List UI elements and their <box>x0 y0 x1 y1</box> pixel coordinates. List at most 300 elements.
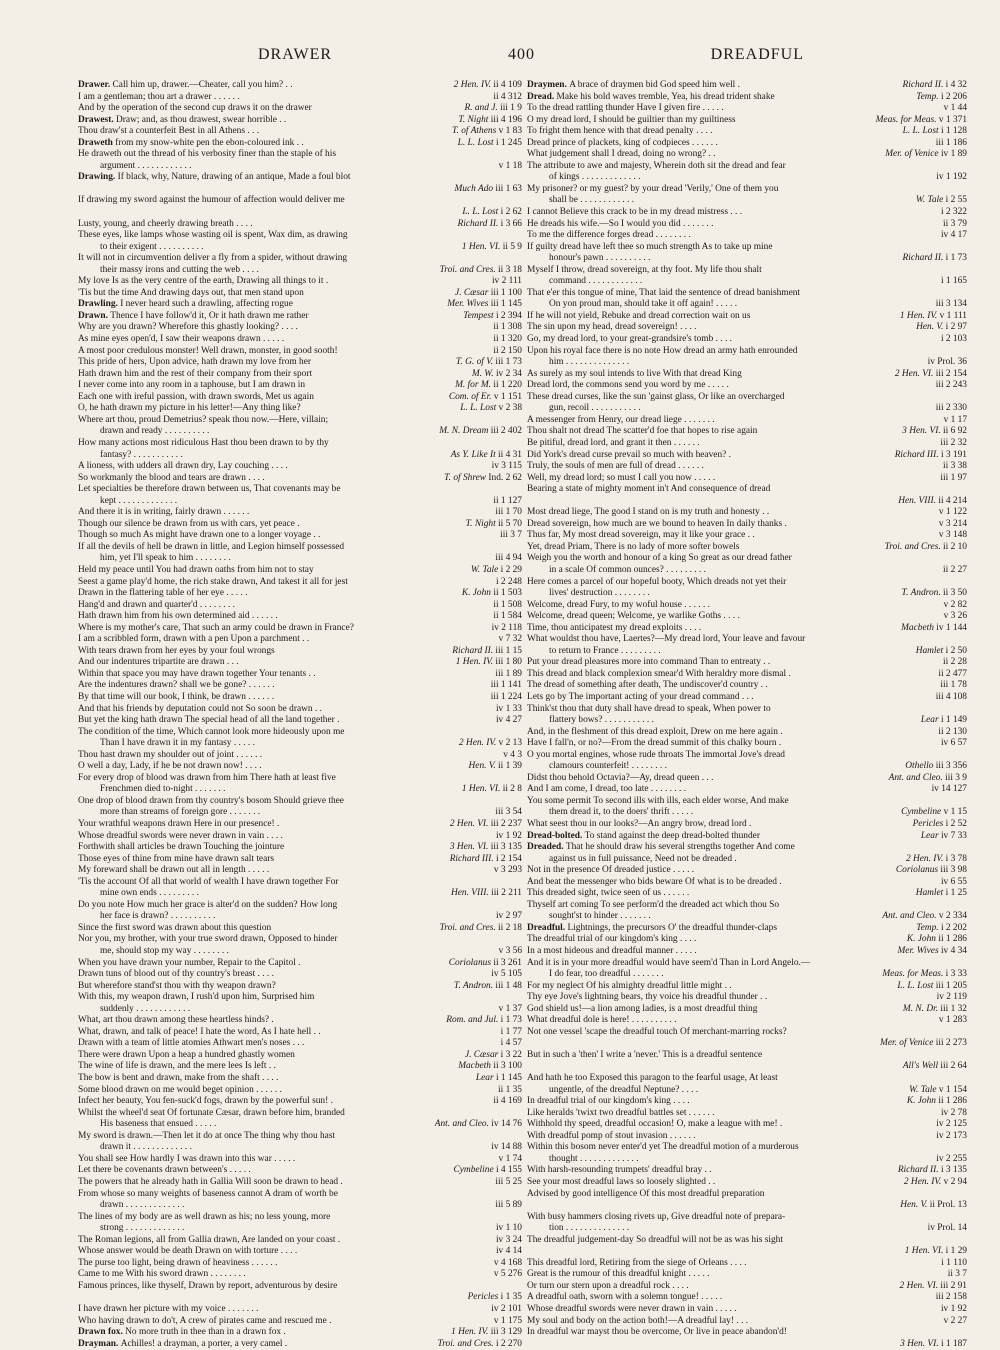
act-scene-line: ii 4 31 <box>498 449 522 460</box>
act-scene-line: iii 1 80 <box>495 657 522 668</box>
entry-line <box>78 311 522 323</box>
quotation-text: In a most hideous and dreadful manner . . . . . <box>527 946 697 957</box>
act-scene-line: iv 14 88 <box>491 1142 522 1153</box>
entry-line <box>527 1061 967 1073</box>
quotation-text: With dreadful pomp of stout invasion . . . . . . <box>527 1130 696 1141</box>
act-scene-line: iii 1 97 <box>940 472 967 483</box>
headword: Drawling. <box>78 299 121 310</box>
quotation-text: against us in full puissance, Need not be dreaded . <box>549 853 737 864</box>
entry-line <box>78 1223 522 1235</box>
citation <box>492 1316 522 1328</box>
quotation-text: Hath drawn him from his own determined aid . . . . . . <box>78 611 278 622</box>
act-scene-line: iv 14 127 <box>931 784 967 795</box>
act-scene-line: iv 2 118 <box>491 622 522 633</box>
entry-line <box>527 796 967 808</box>
quotation-text: clamours counterfeit! . . . . . . . . <box>549 761 667 772</box>
citation <box>460 784 522 796</box>
quotation-text: And that his friends by deputation could not So soon be drawn . . <box>78 703 322 714</box>
quotation-text: of kings . . . . . . . . . . . . . <box>549 172 641 183</box>
citation <box>491 600 522 612</box>
entry-line <box>78 426 522 438</box>
quotation-text: As mine eyes open'd, I saw their weapons drawn . . . . . <box>78 334 285 345</box>
entry-line <box>527 946 967 958</box>
quotation-text: To the dread rattling thunder Have I given fire . . . . . <box>527 103 724 114</box>
act-scene-line: ii 1 35 <box>498 1084 522 1095</box>
entry-line <box>527 392 967 404</box>
entry-line <box>527 1073 967 1085</box>
entry-line <box>527 1108 967 1120</box>
entry-line <box>527 426 967 438</box>
play-abbreviation: Mer. Wives <box>897 946 941 957</box>
act-scene-line: iii 1 89 <box>495 668 522 679</box>
play-abbreviation: R. and J. <box>464 103 501 114</box>
act-scene-line: i 3 22 <box>500 1049 522 1060</box>
citation <box>454 357 522 369</box>
act-scene-line: i 1 73 <box>500 1015 522 1026</box>
entry-line <box>527 646 967 658</box>
quotation-text: My love Is as the very centre of the earth, Drawing all things to it . <box>78 276 329 287</box>
entry-line <box>78 854 522 866</box>
entry-line <box>78 600 522 612</box>
citation <box>874 115 967 127</box>
headword: Dreadful. <box>527 922 568 933</box>
play-abbreviation: As Y. Like It <box>450 449 499 460</box>
entry-line <box>78 403 522 415</box>
entry-line <box>527 623 967 635</box>
quotation-text: strong . . . . . . . . . . . . . <box>100 1223 185 1234</box>
entry-line <box>527 1189 967 1201</box>
entry-line <box>527 669 967 681</box>
quotation-text: But wherefore stand'st thou with thy weapon drawn? <box>78 980 276 991</box>
act-scene-line: i 3 191 <box>940 449 967 460</box>
quotation-text: Or turn our stern upon a dreadful rock . . . . <box>527 1280 689 1291</box>
act-scene-line: i 1 149 <box>940 715 967 726</box>
act-scene-line: iv 4 17 <box>940 230 967 241</box>
act-scene-line: v 1 122 <box>938 507 967 518</box>
quotation-text: Thy eye Jove's lightning bears, thy voice his dreadful thunder . . <box>527 992 768 1003</box>
quotation-text: These eyes, like lamps whose wasting oil is spent, Wax dim, as drawing <box>78 230 348 241</box>
entry-line <box>527 611 967 623</box>
act-scene-line: v 1 17 <box>943 414 967 425</box>
quotation-text: Not one vessel 'scape the dreadful touch Of merchant-marring rocks? <box>527 1026 787 1037</box>
act-scene-line: iii 1 100 <box>490 287 522 298</box>
entry-line <box>527 738 967 750</box>
act-scene-line: i 1 35 <box>500 1292 522 1303</box>
quotation-text: O my dread lord, I should be guiltier than my guiltiness <box>527 114 736 125</box>
entry-line <box>527 773 967 785</box>
quotation-text: Came to me With his sword drawn . . . . . . . . <box>78 1269 246 1280</box>
citation <box>914 322 967 334</box>
citation <box>464 519 522 531</box>
act-scene-line: ii 3 261 <box>493 957 522 968</box>
act-scene-line: i 2 206 <box>940 91 967 102</box>
quotation-text: You shall see How hardly I was drawn into this war . . . . . <box>78 1153 296 1164</box>
act-scene-line: v 1 371 <box>938 114 967 125</box>
entry-line <box>78 161 522 173</box>
entry-line <box>527 219 967 231</box>
entry-line <box>527 1258 967 1270</box>
quotation-text: him, yet I'll speak to him . . . . . . . . <box>100 553 231 564</box>
citation <box>457 738 522 750</box>
entry-line <box>527 1142 967 1154</box>
entry-line <box>527 484 967 496</box>
act-scene-line: iii 5 25 <box>495 1176 522 1187</box>
quotation-text: Drawn in the flattering table of her eye . . . . . <box>78 588 248 599</box>
citation <box>914 195 967 207</box>
entry-line <box>78 1027 522 1039</box>
citation <box>470 369 522 381</box>
citation <box>469 565 522 577</box>
quotation-text: Whose dreadful swords were never drawn in vain . . . . . <box>527 1303 737 1314</box>
citation <box>449 450 522 462</box>
entry-line <box>78 807 522 819</box>
citation <box>895 981 967 993</box>
quotation-text: My foreward shall be drawn out all in length . . . . . <box>78 865 270 876</box>
citation <box>492 1269 522 1281</box>
quotation-text: Within that space you may have drawn together Your tenants . . <box>78 668 316 679</box>
quotation-text: A most poor credulous monster! Well drawn, monster, in good sooth! <box>78 345 338 356</box>
quotation-text: The attribute to awe and majesty, Wherein doth sit the dread and fear <box>527 160 786 171</box>
entry-line <box>78 934 522 946</box>
entry-line <box>78 450 522 462</box>
citation <box>489 692 522 704</box>
act-scene-line: i 2 248 <box>495 576 522 587</box>
quotation-text: These dread curses, like the sun 'gainst glass, Or like an overcharged <box>527 391 785 402</box>
entry-line <box>527 542 967 554</box>
act-scene-line: ii 2 8 <box>502 784 522 795</box>
quotation-text: With tears drawn from her eyes by your foul wrongs <box>78 645 275 656</box>
quotation-text: Dread prince of plackets, king of codpieces . . . . . . <box>527 137 718 148</box>
quotation-text: The purse too light, being drawn of heaviness . . . . . . <box>78 1257 278 1268</box>
act-scene-line: v 1 15 <box>943 807 967 818</box>
entry-line <box>527 438 967 450</box>
entry-line <box>78 750 522 762</box>
quotation-text: The dread of something after death, The undiscover'd country . . <box>527 680 768 691</box>
citation <box>449 1327 522 1339</box>
citation <box>942 103 967 115</box>
play-abbreviation: J. Cæsar <box>455 287 491 298</box>
play-abbreviation: K. John <box>906 1096 939 1107</box>
citation <box>460 588 522 600</box>
headword: Draymen. <box>527 80 570 90</box>
entry-line <box>527 149 967 161</box>
act-scene-line: iv 1 192 <box>936 172 967 183</box>
play-abbreviation: W. Tale <box>915 195 946 206</box>
quotation-text: Let specialties be therefore drawn between us, That covenants may be <box>78 484 341 495</box>
play-abbreviation: Hamlet <box>915 888 946 899</box>
play-abbreviation: L. L. Lost <box>457 137 496 148</box>
entry-line <box>527 403 967 415</box>
act-scene-line: iii 3 54 <box>495 807 522 818</box>
entry-line <box>78 1142 522 1154</box>
entry-line <box>78 473 522 485</box>
entry-line <box>78 438 522 450</box>
act-scene-line: iii 3 98 <box>940 865 967 876</box>
quotation-text: fantasy? . . . . . . . . . . . <box>100 449 183 460</box>
citation <box>883 149 967 161</box>
entry-line <box>78 738 522 750</box>
play-abbreviation: Temp. <box>916 91 941 102</box>
play-abbreviation: 2 Hen. VI. <box>899 1280 941 1291</box>
entry-line <box>527 519 967 531</box>
entry-line <box>527 784 967 796</box>
act-scene-line: v 2 13 <box>498 738 522 749</box>
act-scene-line: iii 3 135 <box>490 842 522 853</box>
citation <box>433 1119 522 1131</box>
act-scene-line: i 1 29 <box>945 1246 967 1257</box>
citation <box>494 1235 522 1247</box>
citation <box>460 207 522 219</box>
quotation-text: in a scale Of common ounces? . . . . . . . . . <box>549 564 706 575</box>
entry-line <box>78 207 522 219</box>
entry-line <box>78 1131 522 1143</box>
headword: Drayman. <box>78 1338 121 1349</box>
entry-line <box>78 842 522 854</box>
quotation-text: Withhold thy speed, dreadful occasion! O, make a league with me! . <box>527 1119 783 1130</box>
entry-line <box>527 819 967 831</box>
citation <box>489 969 522 981</box>
entry-line <box>527 1292 967 1304</box>
quotation-text: Weigh you the worth and honour of a king So great as our dread father <box>527 553 792 564</box>
entry-line <box>78 969 522 981</box>
entry-line <box>78 680 522 692</box>
entry-line <box>527 600 967 612</box>
entry-line <box>78 1108 522 1120</box>
citation <box>942 611 967 623</box>
entry-line <box>78 461 522 473</box>
quotation-text: argument . . . . . . . . . . . . <box>100 160 192 171</box>
entry-line <box>78 1177 522 1189</box>
citation <box>878 1038 967 1050</box>
quotation-text: He dreads his wife.—So I would you did . . . . . . . <box>527 218 714 229</box>
quotation-text: There were drawn Upon a heap a hundred ghastly women <box>78 1049 295 1060</box>
quotation-text: Go, my dread lord, to your great-grandsire's tomb . . . . <box>527 334 733 345</box>
citation <box>938 438 967 450</box>
entry-line <box>78 1073 522 1085</box>
quotation-text: If he will not yield, Rebuke and dread correction wait on us <box>527 310 751 321</box>
entry-line <box>78 773 522 785</box>
quotation-text: But yet the king hath drawn The special head of all the land together . <box>78 715 340 726</box>
quotation-text: A brace of draymen bid God speed him well . <box>569 80 740 90</box>
act-scene-line: i 1 165 <box>940 276 967 287</box>
play-abbreviation: Meas. for Meas. <box>875 114 939 125</box>
play-abbreviation: Troi. and Cres. <box>437 1338 496 1349</box>
entry-line <box>527 126 967 138</box>
quotation-text: This dreadful lord, Retiring from the siege of Orleans . . . . <box>527 1257 747 1268</box>
quotation-text: Each one with ireful passion, with drawn swords, Met us again <box>78 391 314 402</box>
play-abbreviation: 2 Hen. VI. <box>894 368 936 379</box>
act-scene-line: v 1 83 <box>498 126 522 137</box>
play-abbreviation: Meas. for Meas. <box>882 969 946 980</box>
entry-line <box>78 530 522 542</box>
act-scene-line: v 1 37 <box>498 1003 522 1014</box>
citation <box>914 92 967 104</box>
entry-line <box>527 461 967 473</box>
quotation-text: A lioness, with udders all drawn dry, Lay couching . . . . <box>78 461 288 472</box>
citation <box>896 496 967 508</box>
citation <box>939 230 967 242</box>
citation <box>941 219 967 231</box>
header-right-word: DREADFUL <box>710 46 804 63</box>
quotation-text: Why are you drawn? Wherefore this ghastly looking? . . . . <box>78 322 298 333</box>
quotation-text: me, should stop my way . . . . . . . . <box>100 946 229 957</box>
quotation-text: Are the indentures drawn? shall we be gone? . . . . . . <box>78 680 275 691</box>
citation <box>490 461 522 473</box>
play-abbreviation: K. John <box>461 588 494 599</box>
act-scene-line: v 3 293 <box>493 865 522 876</box>
act-scene-line: ii 4 109 <box>493 80 522 90</box>
quotation-text: drawn it . . . . . . . . . . . . . <box>100 1142 192 1153</box>
citation <box>939 1258 967 1270</box>
citation <box>893 450 967 462</box>
entry-line <box>527 369 967 381</box>
entry-line <box>78 946 522 958</box>
citation <box>499 1038 522 1050</box>
act-scene-line: iii 1 141 <box>490 680 522 691</box>
entry-line <box>527 1165 967 1177</box>
entry-line <box>527 807 967 819</box>
entry-line <box>78 1339 522 1350</box>
act-scene-line: iv Prol. 14 <box>927 1223 967 1234</box>
play-abbreviation: Hen. V. <box>900 1200 930 1211</box>
act-scene-line: v 1 154 <box>938 1084 967 1095</box>
entry-line <box>78 219 522 231</box>
quotation-text: Infect her beauty, You fen-suck'd fogs, drawn by the powerful sun! . <box>78 1096 333 1107</box>
act-scene-line: v 1 111 <box>939 310 967 321</box>
citation <box>456 138 522 150</box>
citation <box>493 1177 522 1189</box>
act-scene-line: iii 2 273 <box>935 1038 967 1049</box>
entry-line <box>527 553 967 565</box>
play-abbreviation: Hen. VIII. <box>451 888 492 899</box>
entry-line <box>527 473 967 485</box>
act-scene-line: iii 1 9 <box>500 103 522 114</box>
citation <box>452 80 522 92</box>
citation <box>934 138 967 150</box>
citation <box>939 877 967 889</box>
play-abbreviation: Pericles <box>912 819 946 829</box>
citation <box>894 865 967 877</box>
entry-line <box>78 761 522 773</box>
play-abbreviation: L. L. Lost <box>462 207 501 218</box>
entry-line <box>78 727 522 739</box>
quotation-text: He draweth out the thread of his verbosity finer than the staple of his <box>78 149 337 160</box>
entry-line <box>527 1339 967 1350</box>
citation <box>901 80 968 92</box>
quotation-text: By that time will our book, I think, be drawn . . . . . . <box>78 691 275 702</box>
act-scene-line: ii 4 214 <box>938 495 967 506</box>
act-scene-line: ii 3 79 <box>943 218 967 229</box>
entry-line <box>527 1085 967 1097</box>
entry-line <box>78 992 522 1004</box>
act-scene-line: iii 2 64 <box>940 1061 967 1072</box>
act-scene-line: ii 1 286 <box>938 1096 967 1107</box>
act-scene-line: i 2 103 <box>940 334 967 345</box>
play-abbreviation: M. W. <box>471 368 496 379</box>
quotation-text: Most dread liege, The good I stand on is my truth and honesty . . <box>527 507 770 518</box>
act-scene-line: iv 3 24 <box>495 1234 522 1245</box>
entry-line <box>78 1269 522 1281</box>
entry-line <box>78 1061 522 1073</box>
act-scene-line: iv 2 78 <box>940 1107 967 1118</box>
play-abbreviation: L. L. Lost <box>897 980 936 991</box>
act-scene-line: iii 1 145 <box>490 299 522 310</box>
quotation-text: Those eyes of thine from mine have drawn salt tears <box>78 853 275 864</box>
citation <box>496 1085 522 1097</box>
entry-line <box>78 692 522 704</box>
entry-line <box>527 346 967 358</box>
citation <box>494 704 522 716</box>
act-scene-line: i 2 52 <box>945 819 967 829</box>
entry-line <box>527 311 967 323</box>
quotation-text: their massy irons and cutting the web . . . . <box>100 264 259 275</box>
act-scene-line: iii 1 70 <box>495 507 522 518</box>
entry-line <box>527 322 967 334</box>
entry-line <box>78 1200 522 1212</box>
quotation-text: Be pitiful, dread lord, and grant it then . . . . . . <box>527 437 700 448</box>
entry-line <box>527 1154 967 1166</box>
play-abbreviation: Richard II. <box>457 218 501 229</box>
act-scene-line: ii 3 50 <box>943 588 967 599</box>
quotation-text: The sin upon my head, dread sovereign! . . . . <box>527 322 697 333</box>
citation <box>493 669 522 681</box>
entry-line <box>78 1119 522 1131</box>
entry-line <box>78 1154 522 1166</box>
quotation-text: Make his bold waves tremble, Yea, his dread trident shake <box>556 91 775 102</box>
entry-line <box>527 195 967 207</box>
citation <box>491 322 522 334</box>
play-abbreviation: Macbeth <box>901 622 937 633</box>
act-scene-line: v 4 168 <box>493 1257 522 1268</box>
entry-line <box>527 242 967 254</box>
citation <box>914 646 967 658</box>
entry-line <box>78 911 522 923</box>
citation <box>880 969 967 981</box>
citation <box>491 346 522 358</box>
entry-line <box>78 265 522 277</box>
act-scene-line: v 2 27 <box>943 1315 967 1326</box>
entry-line <box>78 1085 522 1097</box>
act-scene-line: iv 1 144 <box>936 622 967 633</box>
citation <box>899 807 967 819</box>
citation <box>447 958 522 970</box>
quotation-text: I have drawn her picture with my voice . . . . . . . <box>78 1303 259 1314</box>
play-abbreviation: Troi. and Cres. <box>439 922 499 933</box>
quotation-text: Thyself art coming To see perform'd the dreaded act which thou So <box>527 899 780 910</box>
act-scene-line: iv 1 10 <box>495 1223 522 1234</box>
quotation-text: Not in the presence Of dreaded justice . . . . . <box>527 865 695 876</box>
play-abbreviation: Lear <box>475 1073 496 1084</box>
citation <box>494 577 522 589</box>
quotation-text: I am a gentleman; thou art a drawer . . . . . . <box>78 91 240 102</box>
quotation-text: 'Tis but the time And drawing days out, that men stand upon <box>78 287 304 298</box>
quotation-text: Did York's dread curse prevail so much with heaven? . <box>527 449 731 460</box>
act-scene-line: iv 1 92 <box>495 830 522 841</box>
quotation-text: With harsh-resounding trumpets' dreadful bray . . <box>527 1165 712 1176</box>
quotation-text: And there it is in writing, fairly drawn . . . . . . <box>78 507 250 518</box>
play-abbreviation: Hen. VIII. <box>898 495 939 506</box>
citation <box>493 507 522 519</box>
play-abbreviation: Othello <box>905 761 936 772</box>
citation <box>899 623 967 635</box>
citation <box>934 1154 967 1166</box>
quotation-text: Achilles! a drayman, a porter, a very camel . <box>120 1338 288 1349</box>
entry-line <box>527 704 967 716</box>
act-scene-line: ii 1 220 <box>493 380 522 391</box>
entry-line <box>78 715 522 727</box>
act-scene-line: i 1 25 <box>945 888 967 899</box>
quotation-text: more than streams of foreign gore . . . . . . . <box>100 807 261 818</box>
